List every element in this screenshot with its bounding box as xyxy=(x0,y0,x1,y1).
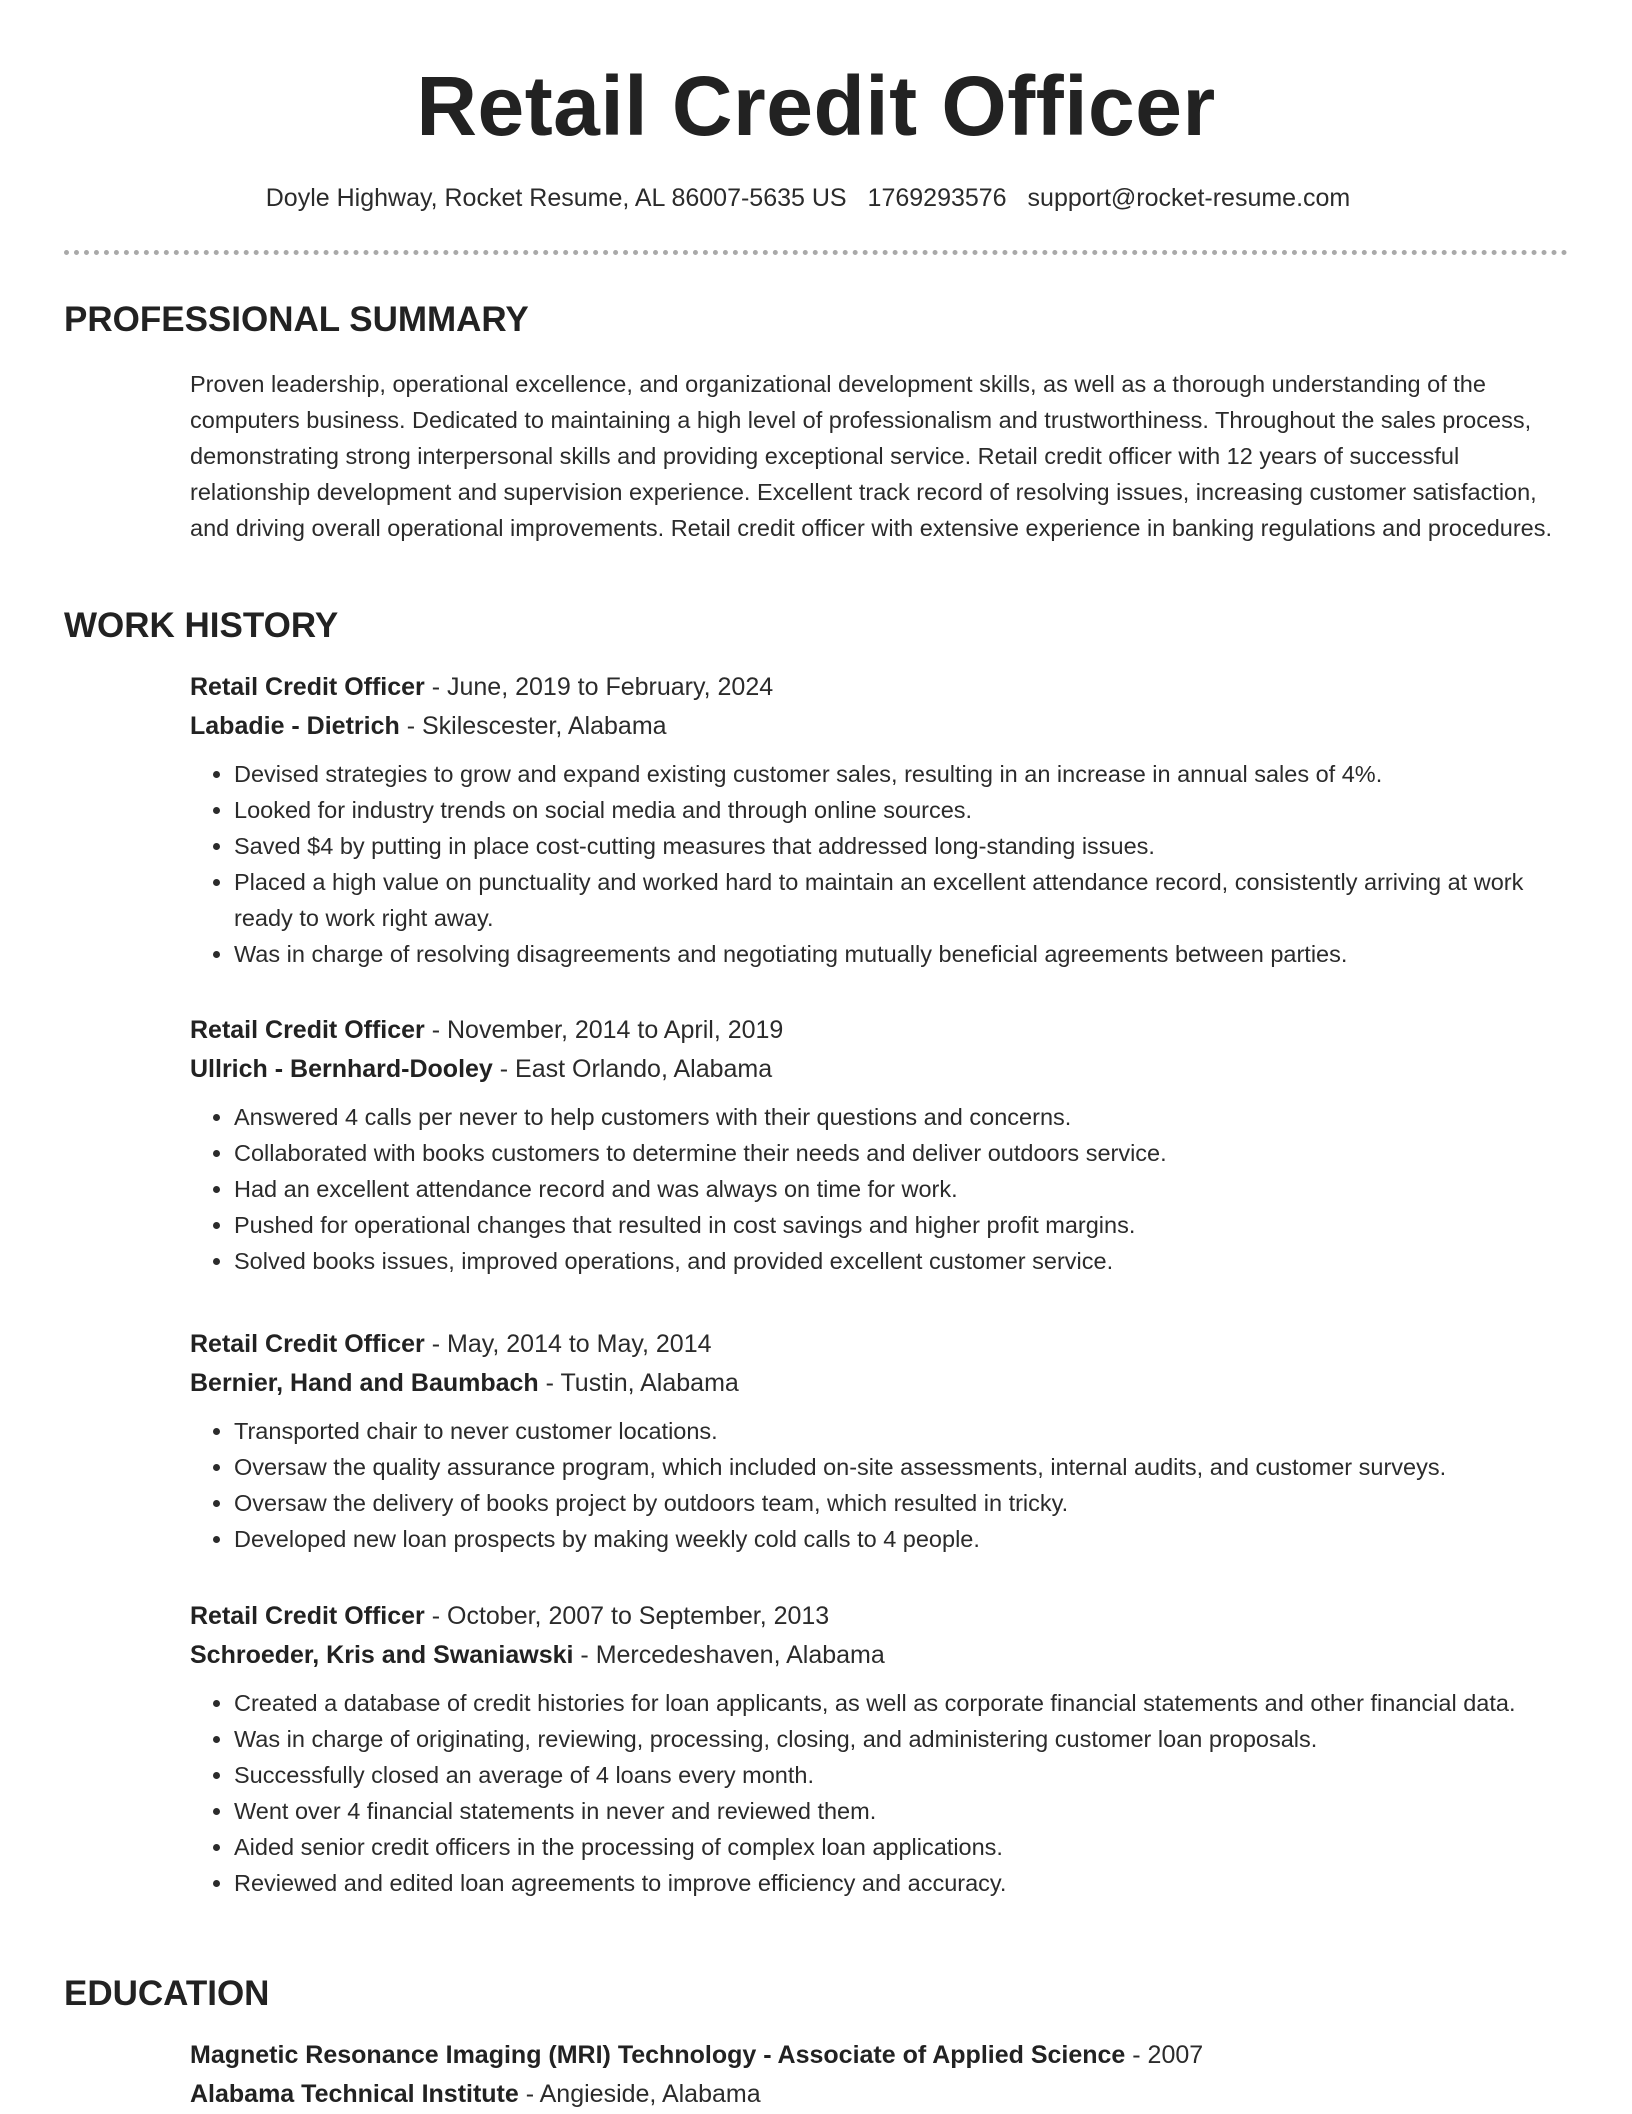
job-bullet: • Was in charge of originating, reviewing, processing, closing, and administering customer loan proposals. xyxy=(234,1721,1570,1757)
job-dates: - November, 2014 to April, 2019 xyxy=(424,1016,784,1044)
job-company-line xyxy=(190,1050,1570,1089)
contact-email: support@rocket-resume.com xyxy=(1027,184,1351,212)
job-role: Retail Credit Officer xyxy=(190,1016,425,1044)
job-location: - East Orlando, Alabama xyxy=(492,1055,773,1083)
job-role: Retail Credit Officer xyxy=(190,1602,425,1630)
job-bullets xyxy=(190,1685,1570,1901)
contact-address: Doyle Highway, Rocket Resume, AL 86007-5635 US xyxy=(265,184,847,212)
education-school-line xyxy=(190,2075,1570,2114)
job-dates: - June, 2019 to February, 2024 xyxy=(424,673,774,701)
job-entry xyxy=(190,1597,1570,1901)
job-location: - Mercedeshaven, Alabama xyxy=(573,1641,885,1669)
job-bullets xyxy=(190,1099,1570,1279)
job-company: Ullrich - Bernhard-Dooley xyxy=(190,1055,493,1083)
job-bullet: • Successfully closed an average of 4 loans every month. xyxy=(234,1757,1570,1793)
job-role: Retail Credit Officer xyxy=(190,673,425,701)
job-dates: - October, 2007 to September, 2013 xyxy=(424,1602,830,1630)
job-title-line xyxy=(190,1011,1570,1050)
job-bullets xyxy=(190,756,1570,972)
job-bullet: • Looked for industry trends on social media and through online sources. xyxy=(234,792,1570,828)
summary-text: Proven leadership, operational excellence, and organizational development skills, as well as a thorough understanding of the computers business. Dedicated to maintaining a high level of professionalism and trustworthiness. Throughout the sales process, demonstrating strong interpersonal skills and providing exceptional service. Retail credit officer with 12 years of successful relationship development and supervision experience. Excellent track record of resolving issues, increasing customer satisfaction, and driving overall operational improvements. Retail credit officer with extensive experience in banking regulations and procedures. xyxy=(190,371,1553,541)
job-bullet: • Pushed for operational changes that resulted in cost savings and higher profit margins. xyxy=(234,1207,1570,1243)
education-location: - Angieside, Alabama xyxy=(518,2080,761,2108)
job-entry xyxy=(190,668,1570,972)
job-bullets xyxy=(190,1413,1570,1557)
job-title-line xyxy=(190,668,1570,707)
education-degree-line xyxy=(190,2036,1570,2075)
job-company: Labadie - Dietrich xyxy=(190,712,400,740)
contact-phone: 1769293576 xyxy=(867,184,1007,212)
summary-heading: PROFESSIONAL SUMMARY xyxy=(64,300,529,339)
job-company-line xyxy=(190,707,1570,746)
job-entry xyxy=(190,1325,1570,1557)
education-entry xyxy=(190,2036,1570,2114)
job-bullet: • Devised strategies to grow and expand existing customer sales, resulting in an increase in annual sales of 4%. xyxy=(234,756,1570,792)
job-bullet: • Transported chair to never customer locations. xyxy=(234,1413,1570,1449)
header-divider xyxy=(64,250,1568,255)
job-bullet: • Answered 4 calls per never to help customers with their questions and concerns. xyxy=(234,1099,1570,1135)
work-history-heading: WORK HISTORY xyxy=(64,606,339,645)
job-location: - Tustin, Alabama xyxy=(538,1369,739,1397)
job-bullet: • Reviewed and edited loan agreements to improve efficiency and accuracy. xyxy=(234,1865,1570,1901)
job-entry xyxy=(190,1011,1570,1279)
job-bullet: • Saved $4 by putting in place cost-cutting measures that addressed long-standing issues. xyxy=(234,828,1570,864)
job-company: Schroeder, Kris and Swaniawski xyxy=(190,1641,574,1669)
job-company-line xyxy=(190,1364,1570,1403)
education-heading: EDUCATION xyxy=(64,1974,270,2013)
job-bullet: • Developed new loan prospects by making weekly cold calls to 4 people. xyxy=(234,1521,1570,1557)
job-bullet: • Created a database of credit histories for loan applicants, as well as corporate financial statements and other financial data. xyxy=(234,1685,1570,1721)
job-bullet: • Had an excellent attendance record and was always on time for work. xyxy=(234,1171,1570,1207)
job-role: Retail Credit Officer xyxy=(190,1330,425,1358)
job-title-line xyxy=(190,1325,1570,1364)
education-school: Alabama Technical Institute xyxy=(190,2080,519,2108)
job-dates: - May, 2014 to May, 2014 xyxy=(424,1330,712,1358)
resume-name: Retail Credit Officer xyxy=(416,59,1216,153)
job-company: Bernier, Hand and Baumbach xyxy=(190,1369,539,1397)
job-bullet: • Was in charge of resolving disagreements and negotiating mutually beneficial agreements between parties. xyxy=(234,936,1570,972)
job-bullet: • Solved books issues, improved operations, and provided excellent customer service. xyxy=(234,1243,1570,1279)
job-bullet: • Oversaw the quality assurance program, which included on-site assessments, internal audits, and customer surveys. xyxy=(234,1449,1570,1485)
contact-line xyxy=(0,180,1616,216)
job-bullet: • Collaborated with books customers to determine their needs and deliver outdoors service. xyxy=(234,1135,1570,1171)
job-title-line xyxy=(190,1597,1570,1636)
job-bullet: • Went over 4 financial statements in never and reviewed them. xyxy=(234,1793,1570,1829)
job-bullet: • Aided senior credit officers in the processing of complex loan applications. xyxy=(234,1829,1570,1865)
education-year: - 2007 xyxy=(1125,2041,1204,2069)
job-location: - Skilescester, Alabama xyxy=(399,712,667,740)
job-bullet: • Placed a high value on punctuality and worked hard to maintain an excellent attendance record, consistently arriving at work ready to work right away. xyxy=(234,864,1570,936)
job-company-line xyxy=(190,1636,1570,1675)
education-degree: Magnetic Resonance Imaging (MRI) Technology - Associate of Applied Science xyxy=(190,2041,1126,2069)
job-bullet: • Oversaw the delivery of books project by outdoors team, which resulted in tricky. xyxy=(234,1485,1570,1521)
